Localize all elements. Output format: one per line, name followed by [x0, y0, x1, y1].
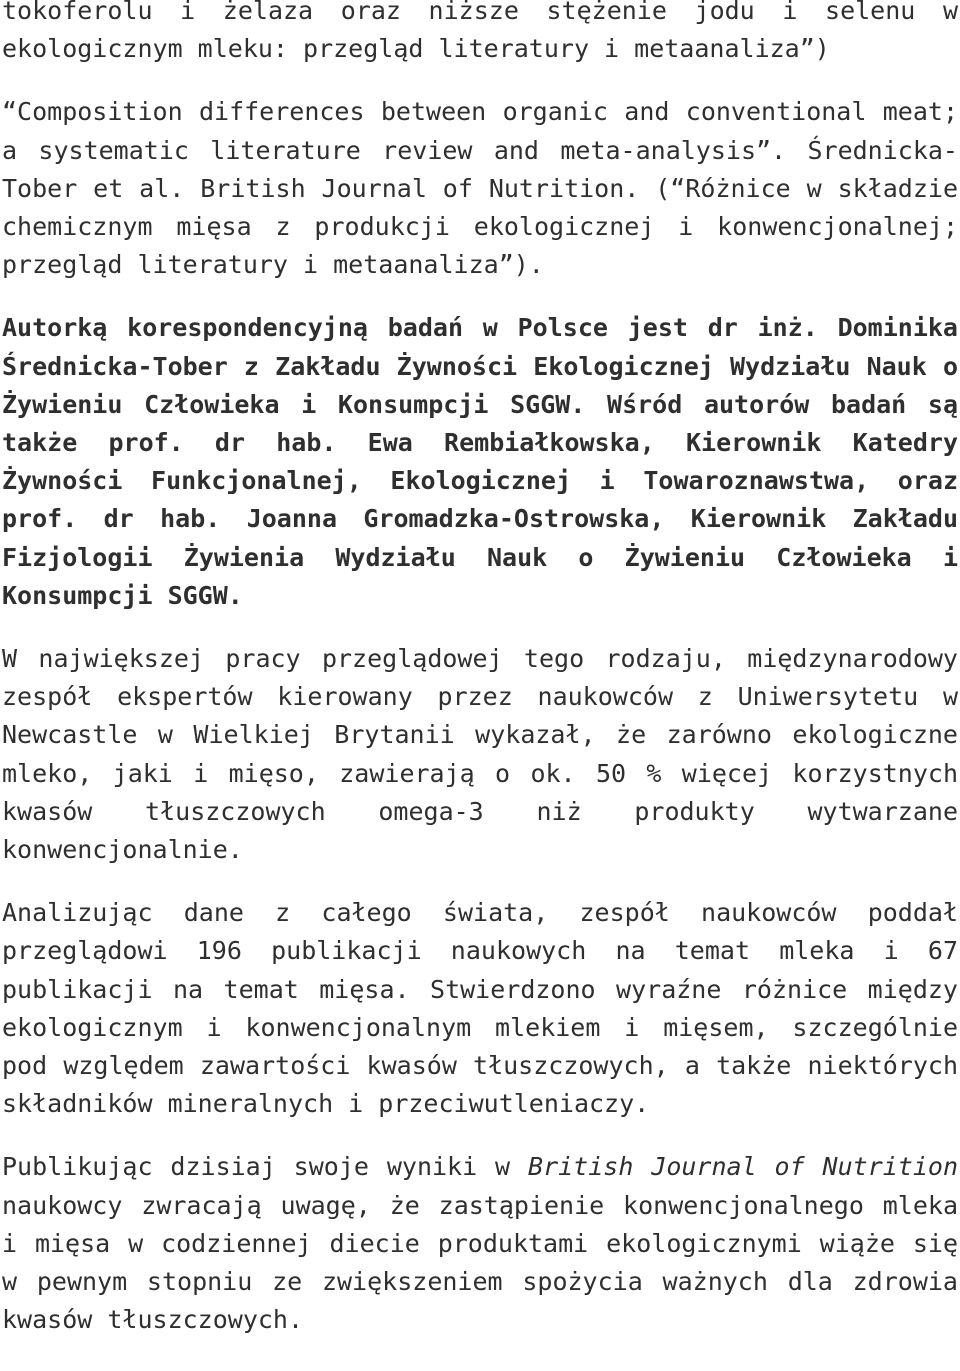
paragraph-main-finding: W największej pracy przeglądowej tego rodzaju, międzynarodowy zespół ekspertów kierowany przez naukowców z Uniwersytetu w Newcastle w Wielkiej Brytanii wykazał, że zarówno ekologiczne mleko, jaki i mięso, zawierają o ok. 50 % więcej korzystnych kwasów tłuszczowych omega-3 niż produkty wytwarzane konwencjonalnie.	[2, 644, 958, 865]
paragraph-data-analysis: Analizując dane z całego świata, zespół naukowców poddał przeglądowi 196 publikacji naukowych na temat mleka i 67 publikacji na temat mięsa. Stwierdzono wyraźne różnice między ekologicznym i konwencjonalnym mlekiem i mięsem, szczególnie pod względem zawartości kwasów tłuszczowych, a także niektórych składników mineralnych i przeciwutleniaczy.	[2, 898, 958, 1119]
paragraph-milk-review-title: tokoferolu i żelaza oraz niższe stężenie jodu i selenu w ekologicznym mleku: przegląd literatury i metaanaliza”)	[2, 0, 958, 64]
paragraph-publication-lead: Publikując dzisiaj swoje wyniki w	[2, 1152, 529, 1182]
journal-name: British Journal of Nutrition	[528, 1152, 959, 1182]
paragraph-publication-rest: naukowcy zwracają uwagę, że zastąpienie konwencjonalnego mleka i mięsa w codziennej diecie produktami ekologicznymi wiąże się w pewnym stopniu ze zwiększeniem spożycia ważnych dla zdrowia kwasów tłuszczowych.	[2, 1190, 958, 1335]
paragraph-meat-review-citation: “Composition differences between organic and conventional meat; a systematic literature review and meta-analysis”. Średnicka-Tober et al. British Journal of Nutrition. (“Różnice w składzie chemicznym mięsa z produkcji ekologicznej i konwencjonalnej; przegląd literatury i metaanaliza”).	[2, 97, 958, 280]
paragraph-authors: Autorką korespondencyjną badań w Polsce jest dr inż. Dominika Średnicka-Tober z Zakładu Żywności Ekologicznej Wydziału Nauk o Żywieniu Człowieka i Konsumpcji SGGW. Wśród autorów badań są także prof. dr hab. Ewa Rembiałkowska, Kierownik Katedry Żywności Funkcjonalnej, Ekologicznej i Towaroznawstwa, oraz prof. dr hab. Joanna Gromadzka-Ostrowska, Kierownik Zakładu Fizjologii Żywienia Wydziału Nauk o Żywieniu Człowieka i Konsumpcji SGGW.	[2, 313, 958, 610]
paragraph-publication	[0, 1148, 960, 1339]
